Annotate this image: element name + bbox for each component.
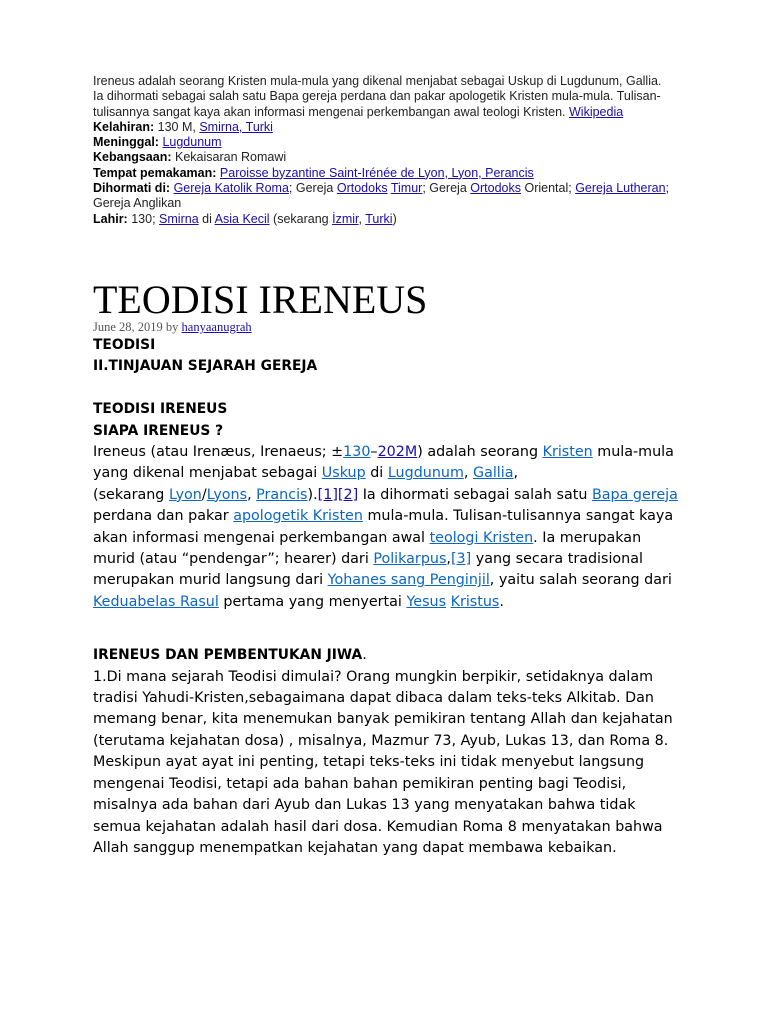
link-uskup[interactable]: Uskup	[321, 465, 366, 482]
knowledge-panel	[93, 74, 675, 227]
kp-birth-row: Kelahiran: 130 M, Smirna, Turki	[93, 119, 273, 134]
ref-2[interactable]: [2]	[337, 486, 359, 503]
kp-burial-row: Tempat pemakaman: Paroisse byzantine Saint-Irénée de Lyon, Lyon, Perancis	[93, 165, 534, 180]
izmir-link[interactable]: İzmir	[332, 211, 359, 226]
link-yohanes[interactable]: Yohanes sang Penginjil	[327, 572, 490, 589]
smirna-turki-link[interactable]: Smirna, Turki	[199, 119, 273, 134]
ref-3[interactable]: [3]	[450, 551, 472, 568]
lugdunum-link[interactable]: Lugdunum	[162, 135, 222, 150]
link-teologi-kristen[interactable]: teologi Kristen	[429, 529, 534, 546]
ref-1[interactable]: [1]	[317, 486, 338, 503]
link-gallia[interactable]: Gallia	[472, 465, 514, 482]
kp-nationality-row: Kebangsaan: Kekaisaran Romawi	[93, 150, 287, 165]
link-polikarpus[interactable]: Polikarpus	[373, 551, 447, 568]
author-link[interactable]: hanyaanugrah	[181, 320, 252, 334]
link-bapa-gereja[interactable]: Bapa gereja	[591, 486, 678, 503]
heading-teodisi: TEODISI	[93, 337, 156, 353]
link-apologetik-kristen[interactable]: apologetik Kristen	[233, 508, 363, 525]
link-kristus[interactable]: Kristus	[450, 593, 500, 610]
link-prancis[interactable]: Prancis	[256, 486, 308, 503]
burial-place-link[interactable]: Paroisse byzantine Saint-Irénée de Lyon, Lyon, Perancis	[219, 165, 534, 180]
asia-kecil-link[interactable]: Asia Kecil	[214, 211, 270, 226]
katolik-roma-link[interactable]: Gereja Katolik Roma	[173, 181, 289, 196]
article-body	[93, 335, 683, 859]
gereja-lutheran-link[interactable]: Gereja Lutheran	[575, 181, 666, 196]
heading-tinjauan: II.TINJAUAN SEJARAH GEREJA	[93, 358, 318, 375]
turki-link[interactable]: Turki	[365, 211, 393, 226]
link-lyons[interactable]: Lyons	[206, 486, 248, 503]
ortodoks-oriental-link[interactable]: Ortodoks	[470, 181, 521, 196]
link-yesus[interactable]: Yesus	[406, 593, 447, 610]
link-lugdunum[interactable]: Lugdunum	[387, 465, 464, 482]
link-keduabelas-rasul[interactable]: Keduabelas Rasul	[93, 593, 219, 610]
heading-siapa-ireneus: SIAPA IRENEUS ?	[93, 422, 224, 439]
link-kristen[interactable]: Kristen	[542, 444, 593, 461]
timur-link[interactable]: Timur	[390, 181, 423, 196]
kp-death-row: Meninggal: Lugdunum	[93, 135, 222, 150]
heading-pembentukan-jiwa-row: IRENEUS DAN PEMBENTUKAN JIWA.	[93, 647, 367, 664]
link-lyon[interactable]: Lyon	[168, 486, 202, 503]
heading-teodisi-ireneus: TEODISI IRENEUS	[93, 401, 228, 418]
link-202m[interactable]: 202M	[377, 444, 418, 461]
paragraph-intro: Ireneus (atau Irenæus, Irenaeus; ±130–202M) adalah seorang Kristen mula-mula yang dikenal menjabat sebagai Uskup di Lugdunum, Gallia, (sekarang Lyon/Lyons, Prancis).[1][2] Ia dihormati sebagai salah satu Bapa gereja perdana dan pakar apologetik Kristen mula-mula. Tulisan-tulisannya sangat kaya akan informasi mengenai perkembangan awal teologi Kristen. Ia merupakan murid (atau “pendengar”; hearer) dari Polikarpus,[3] yang secara tradisional merupakan murid langsung dari Yohanes sang Penginjil, yaitu salah seorang dari Keduabelas Rasul pertama yang menyertai Yesus Kristus.	[93, 444, 678, 610]
ortodoks-link[interactable]: Ortodoks	[336, 181, 388, 196]
post-meta: June 28, 2019 by hanyaanugrah	[93, 320, 252, 334]
article-title: TEODISI IRENEUS	[93, 277, 428, 322]
wikipedia-link[interactable]: Wikipedia	[569, 104, 624, 119]
paragraph-teodisi: 1.Di mana sejarah Teodisi dimulai? Orang mungkin berpikir, setidaknya dalam tradisi Yahudi-Kristen,sebagaimana dapat dibaca dalam teks-teks Alkitab. Dan memang benar, kita menemukan banyak pemikiran tentang Allah dan kejahatan (terutama kejahatan dosa) , misalnya, Mazmur 73, Ayub, Lukas 13, dan Roma 8. Meskipun ayat ayat ini penting, tetapi teks-teks ini tidak menyebut langsung mengenai Teodisi, tetapi ada bahan bahan pemikiran penting bagi Teodisi, misalnya ada bahan dari Ayub dan Lukas 13 yang menyatakan bahwa tidak semua kejahatan adalah hasil dari dosa. Kemudian Roma 8 menyatakan bahwa Allah sanggup menempatkan kejahatan yang dapat membawa kebaikan.	[93, 668, 673, 856]
link-130[interactable]: 130	[343, 444, 371, 461]
smirna-link[interactable]: Smirna	[159, 211, 199, 226]
heading-pembentukan-jiwa: IRENEUS DAN PEMBENTUKAN JIWA	[93, 647, 363, 664]
kp-description: Ireneus adalah seorang Kristen mula-mula yang dikenal menjabat sebagai Uskup di Lugdunum, Gallia. Ia dihormati sebagai salah satu Bapa gereja perdana dan pakar apologetik Kristen mula-mula. Tulisan-tulisannya sangat kaya akan informasi mengenai perkembangan awal teologi Kristen. Wikipedia	[93, 74, 662, 119]
kp-born-row: Lahir: 130; Smirna di Asia Kecil (sekarang İzmir, Turki)	[93, 211, 397, 226]
kp-venerated-row: Dihormati di: Gereja Katolik Roma; Gereja Ortodoks Timur; Gereja Ortodoks Oriental; Gereja Lutheran; Gereja Anglikan	[93, 181, 670, 211]
